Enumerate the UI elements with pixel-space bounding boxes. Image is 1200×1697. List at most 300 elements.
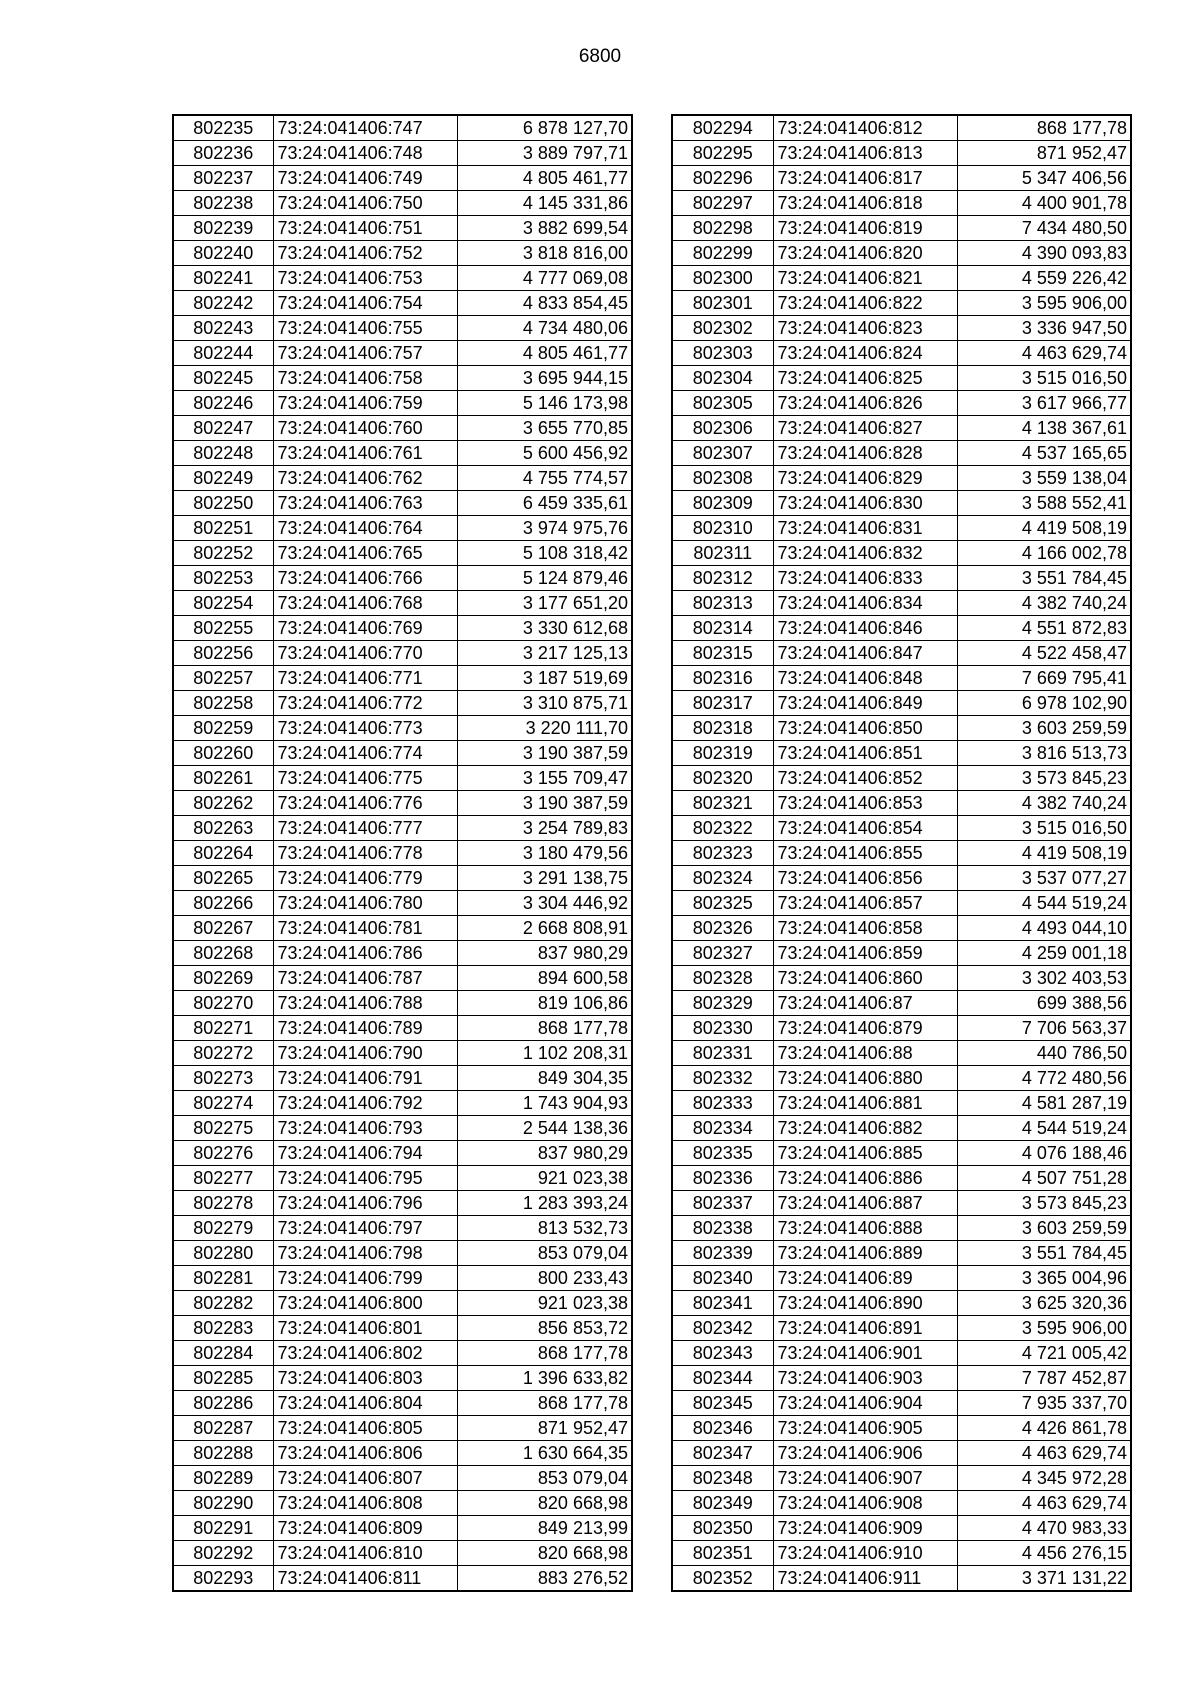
cadastral-number-cell: 73:24:041406:811 [273, 1566, 457, 1592]
row-number-cell: 802315 [672, 641, 773, 666]
cadastral-value-cell: 4 138 367,61 [957, 416, 1131, 441]
table-row [173, 841, 632, 866]
cadastral-value-cell: 7 434 480,50 [957, 216, 1131, 241]
table-row [672, 1416, 1131, 1441]
cadastral-number-cell: 73:24:041406:758 [273, 366, 457, 391]
cadastral-number-cell: 73:24:041406:806 [273, 1441, 457, 1466]
row-number-cell: 802269 [173, 966, 273, 991]
cadastral-value-cell: 3 220 111,70 [457, 716, 632, 741]
cadastral-value-cell: 3 371 131,22 [957, 1566, 1131, 1592]
row-number-cell: 802346 [672, 1416, 773, 1441]
table-row [173, 566, 632, 591]
table-row [672, 816, 1131, 841]
row-number-cell: 802332 [672, 1066, 773, 1091]
table-row [173, 516, 632, 541]
table-row [173, 1341, 632, 1366]
row-number-cell: 802271 [173, 1016, 273, 1041]
table-row [173, 716, 632, 741]
row-number-cell: 802318 [672, 716, 773, 741]
cadastral-value-cell: 820 668,98 [457, 1541, 632, 1566]
cadastral-number-cell: 73:24:041406:887 [773, 1191, 957, 1216]
table-row [672, 866, 1131, 891]
table-row [672, 316, 1131, 341]
cadastral-value-cell: 4 426 861,78 [957, 1416, 1131, 1441]
cadastral-number-cell: 73:24:041406:911 [773, 1566, 957, 1592]
row-number-cell: 802243 [173, 316, 273, 341]
cadastral-value-cell: 6 978 102,90 [957, 691, 1131, 716]
table-row [672, 191, 1131, 216]
cadastral-number-cell: 73:24:041406:879 [773, 1016, 957, 1041]
cadastral-number-cell: 73:24:041406:812 [773, 115, 957, 141]
row-number-cell: 802248 [173, 441, 273, 466]
table-row [173, 491, 632, 516]
cadastral-number-cell: 73:24:041406:772 [273, 691, 457, 716]
row-number-cell: 802310 [672, 516, 773, 541]
cadastral-number-cell: 73:24:041406:747 [273, 115, 457, 141]
cadastral-number-cell: 73:24:041406:820 [773, 241, 957, 266]
cadastral-number-cell: 73:24:041406:819 [773, 216, 957, 241]
row-number-cell: 802341 [672, 1291, 773, 1316]
cadastral-value-cell: 871 952,47 [457, 1416, 632, 1441]
row-number-cell: 802338 [672, 1216, 773, 1241]
row-number-cell: 802333 [672, 1091, 773, 1116]
row-number-cell: 802267 [173, 916, 273, 941]
table-row [672, 115, 1131, 141]
table-row [173, 1091, 632, 1116]
row-number-cell: 802274 [173, 1091, 273, 1116]
table-row [672, 541, 1131, 566]
row-number-cell: 802352 [672, 1566, 773, 1592]
cadastral-value-cell: 3 595 906,00 [957, 291, 1131, 316]
table-row [672, 766, 1131, 791]
cadastral-value-cell: 3 537 077,27 [957, 866, 1131, 891]
cadastral-value-cell: 3 336 947,50 [957, 316, 1131, 341]
table-row [173, 891, 632, 916]
table-row [672, 1516, 1131, 1541]
table-row [672, 841, 1131, 866]
row-number-cell: 802258 [173, 691, 273, 716]
cadastral-number-cell: 73:24:041406:771 [273, 666, 457, 691]
cadastral-value-cell: 3 816 513,73 [957, 741, 1131, 766]
cadastral-value-cell: 3 291 138,75 [457, 866, 632, 891]
row-number-cell: 802347 [672, 1441, 773, 1466]
cadastral-value-cell: 3 603 259,59 [957, 716, 1131, 741]
cadastral-number-cell: 73:24:041406:829 [773, 466, 957, 491]
table-row [672, 1066, 1131, 1091]
table-row [672, 416, 1131, 441]
cadastral-number-cell: 73:24:041406:888 [773, 1216, 957, 1241]
cadastral-number-cell: 73:24:041406:890 [773, 1291, 957, 1316]
row-number-cell: 802253 [173, 566, 273, 591]
cadastral-value-cell: 3 304 446,92 [457, 891, 632, 916]
table-row [672, 1016, 1131, 1041]
row-number-cell: 802246 [173, 391, 273, 416]
cadastral-value-cell: 4 551 872,83 [957, 616, 1131, 641]
table-row [173, 191, 632, 216]
row-number-cell: 802322 [672, 816, 773, 841]
cadastral-number-cell: 73:24:041406:774 [273, 741, 457, 766]
cadastral-value-table-left [172, 114, 633, 1592]
cadastral-number-cell: 73:24:041406:853 [773, 791, 957, 816]
table-row [173, 216, 632, 241]
cadastral-number-cell: 73:24:041406:905 [773, 1416, 957, 1441]
row-number-cell: 802293 [173, 1566, 273, 1592]
cadastral-value-cell: 3 217 125,13 [457, 641, 632, 666]
cadastral-number-cell: 73:24:041406:801 [273, 1316, 457, 1341]
table-row [672, 291, 1131, 316]
cadastral-number-cell: 73:24:041406:891 [773, 1316, 957, 1341]
row-number-cell: 802299 [672, 241, 773, 266]
cadastral-value-cell: 4 805 461,77 [457, 166, 632, 191]
table-row [173, 1366, 632, 1391]
row-number-cell: 802300 [672, 266, 773, 291]
row-number-cell: 802326 [672, 916, 773, 941]
row-number-cell: 802303 [672, 341, 773, 366]
table-row [173, 966, 632, 991]
cadastral-value-cell: 3 515 016,50 [957, 366, 1131, 391]
cadastral-number-cell: 73:24:041406:787 [273, 966, 457, 991]
table-row [672, 741, 1131, 766]
row-number-cell: 802256 [173, 641, 273, 666]
cadastral-number-cell: 73:24:041406:846 [773, 616, 957, 641]
table-row [672, 1541, 1131, 1566]
cadastral-number-cell: 73:24:041406:825 [773, 366, 957, 391]
cadastral-value-cell: 921 023,38 [457, 1291, 632, 1316]
cadastral-value-cell: 3 551 784,45 [957, 566, 1131, 591]
cadastral-value-cell: 3 695 944,15 [457, 366, 632, 391]
row-number-cell: 802265 [173, 866, 273, 891]
cadastral-number-cell: 73:24:041406:823 [773, 316, 957, 341]
table-row [672, 466, 1131, 491]
table-row [173, 141, 632, 166]
cadastral-value-cell: 4 400 901,78 [957, 191, 1131, 216]
cadastral-number-cell: 73:24:041406:796 [273, 1191, 457, 1216]
cadastral-number-cell: 73:24:041406:907 [773, 1466, 957, 1491]
table-row [672, 616, 1131, 641]
cadastral-number-cell: 73:24:041406:89 [773, 1266, 957, 1291]
row-number-cell: 802272 [173, 1041, 273, 1066]
cadastral-value-cell: 7 935 337,70 [957, 1391, 1131, 1416]
cadastral-number-cell: 73:24:041406:855 [773, 841, 957, 866]
cadastral-number-cell: 73:24:041406:807 [273, 1466, 457, 1491]
cadastral-value-cell: 4 559 226,42 [957, 266, 1131, 291]
row-number-cell: 802290 [173, 1491, 273, 1516]
cadastral-value-cell: 813 532,73 [457, 1216, 632, 1241]
table-row [672, 591, 1131, 616]
cadastral-number-cell: 73:24:041406:817 [773, 166, 957, 191]
cadastral-value-cell: 3 889 797,71 [457, 141, 632, 166]
cadastral-value-cell: 868 177,78 [457, 1391, 632, 1416]
cadastral-value-cell: 1 102 208,31 [457, 1041, 632, 1066]
row-number-cell: 802282 [173, 1291, 273, 1316]
cadastral-value-cell: 2 668 808,91 [457, 916, 632, 941]
table-row [672, 1441, 1131, 1466]
cadastral-value-cell: 4 382 740,24 [957, 591, 1131, 616]
row-number-cell: 802268 [173, 941, 273, 966]
row-number-cell: 802317 [672, 691, 773, 716]
row-number-cell: 802236 [173, 141, 273, 166]
row-number-cell: 802336 [672, 1166, 773, 1191]
row-number-cell: 802334 [672, 1116, 773, 1141]
cadastral-value-cell: 921 023,38 [457, 1166, 632, 1191]
cadastral-value-cell: 4 755 774,57 [457, 466, 632, 491]
cadastral-number-cell: 73:24:041406:800 [273, 1291, 457, 1316]
cadastral-value-cell: 3 603 259,59 [957, 1216, 1131, 1241]
cadastral-number-cell: 73:24:041406:759 [273, 391, 457, 416]
cadastral-value-cell: 4 463 629,74 [957, 1491, 1131, 1516]
cadastral-number-cell: 73:24:041406:790 [273, 1041, 457, 1066]
row-number-cell: 802330 [672, 1016, 773, 1041]
cadastral-number-cell: 73:24:041406:753 [273, 266, 457, 291]
row-number-cell: 802314 [672, 616, 773, 641]
cadastral-number-cell: 73:24:041406:754 [273, 291, 457, 316]
row-number-cell: 802281 [173, 1266, 273, 1291]
cadastral-number-cell: 73:24:041406:859 [773, 941, 957, 966]
row-number-cell: 802313 [672, 591, 773, 616]
table-row [672, 441, 1131, 466]
cadastral-number-cell: 73:24:041406:860 [773, 966, 957, 991]
row-number-cell: 802252 [173, 541, 273, 566]
table-row [672, 666, 1131, 691]
row-number-cell: 802288 [173, 1441, 273, 1466]
cadastral-number-cell: 73:24:041406:822 [773, 291, 957, 316]
cadastral-value-cell: 3 187 519,69 [457, 666, 632, 691]
table-row [173, 541, 632, 566]
table-row [672, 566, 1131, 591]
cadastral-number-cell: 73:24:041406:828 [773, 441, 957, 466]
cadastral-number-cell: 73:24:041406:770 [273, 641, 457, 666]
table-row [672, 391, 1131, 416]
row-number-cell: 802312 [672, 566, 773, 591]
cadastral-number-cell: 73:24:041406:882 [773, 1116, 957, 1141]
cadastral-number-cell: 73:24:041406:755 [273, 316, 457, 341]
row-number-cell: 802289 [173, 1466, 273, 1491]
cadastral-number-cell: 73:24:041406:832 [773, 541, 957, 566]
table-row [173, 1041, 632, 1066]
table-row [672, 1291, 1131, 1316]
table-row [173, 1141, 632, 1166]
cadastral-number-cell: 73:24:041406:852 [773, 766, 957, 791]
row-number-cell: 802284 [173, 1341, 273, 1366]
cadastral-number-cell: 73:24:041406:889 [773, 1241, 957, 1266]
table-row [173, 1116, 632, 1141]
row-number-cell: 802309 [672, 491, 773, 516]
cadastral-value-cell: 7 787 452,87 [957, 1366, 1131, 1391]
row-number-cell: 802294 [672, 115, 773, 141]
cadastral-number-cell: 73:24:041406:904 [773, 1391, 957, 1416]
cadastral-number-cell: 73:24:041406:795 [273, 1166, 457, 1191]
row-number-cell: 802242 [173, 291, 273, 316]
row-number-cell: 802335 [672, 1141, 773, 1166]
table-row [672, 1216, 1131, 1241]
cadastral-value-cell: 819 106,86 [457, 991, 632, 1016]
row-number-cell: 802351 [672, 1541, 773, 1566]
table-row [173, 1291, 632, 1316]
row-number-cell: 802349 [672, 1491, 773, 1516]
cadastral-value-cell: 5 146 173,98 [457, 391, 632, 416]
cadastral-value-cell: 837 980,29 [457, 941, 632, 966]
cadastral-value-cell: 4 507 751,28 [957, 1166, 1131, 1191]
table-row [672, 1491, 1131, 1516]
row-number-cell: 802308 [672, 466, 773, 491]
table-row [173, 1016, 632, 1041]
cadastral-number-cell: 73:24:041406:854 [773, 816, 957, 841]
table-row [173, 991, 632, 1016]
cadastral-number-cell: 73:24:041406:849 [773, 691, 957, 716]
table-row [672, 491, 1131, 516]
cadastral-value-cell: 3 818 816,00 [457, 241, 632, 266]
row-number-cell: 802302 [672, 316, 773, 341]
table-row [173, 1441, 632, 1466]
cadastral-value-cell: 4 382 740,24 [957, 791, 1131, 816]
table-row [672, 1316, 1131, 1341]
cadastral-value-cell: 4 259 001,18 [957, 941, 1131, 966]
table-row [672, 916, 1131, 941]
cadastral-number-cell: 73:24:041406:769 [273, 616, 457, 641]
row-number-cell: 802323 [672, 841, 773, 866]
cadastral-value-cell: 3 974 975,76 [457, 516, 632, 541]
row-number-cell: 802324 [672, 866, 773, 891]
table-row [173, 115, 632, 141]
cadastral-value-cell: 3 882 699,54 [457, 216, 632, 241]
row-number-cell: 802285 [173, 1366, 273, 1391]
cadastral-value-cell: 871 952,47 [957, 141, 1131, 166]
cadastral-value-cell: 4 166 002,78 [957, 541, 1131, 566]
row-number-cell: 802280 [173, 1241, 273, 1266]
cadastral-value-cell: 699 388,56 [957, 991, 1131, 1016]
cadastral-number-cell: 73:24:041406:757 [273, 341, 457, 366]
cadastral-value-cell: 3 625 320,36 [957, 1291, 1131, 1316]
cadastral-number-cell: 73:24:041406:909 [773, 1516, 957, 1541]
cadastral-number-cell: 73:24:041406:808 [273, 1491, 457, 1516]
cadastral-number-cell: 73:24:041406:765 [273, 541, 457, 566]
table-row [672, 966, 1131, 991]
table-row [173, 1541, 632, 1566]
cadastral-value-cell: 4 419 508,19 [957, 841, 1131, 866]
cadastral-value-cell: 4 772 480,56 [957, 1066, 1131, 1091]
table-row [173, 616, 632, 641]
cadastral-value-cell: 5 124 879,46 [457, 566, 632, 591]
cadastral-value-cell: 4 456 276,15 [957, 1541, 1131, 1566]
row-number-cell: 802261 [173, 766, 273, 791]
table-row [173, 666, 632, 691]
cadastral-value-cell: 3 180 479,56 [457, 841, 632, 866]
table-row [672, 341, 1131, 366]
cadastral-number-cell: 73:24:041406:827 [773, 416, 957, 441]
cadastral-value-cell: 3 310 875,71 [457, 691, 632, 716]
table-row [672, 716, 1131, 741]
table-row [672, 1166, 1131, 1191]
table-row [173, 816, 632, 841]
cadastral-value-cell: 3 155 709,47 [457, 766, 632, 791]
cadastral-value-cell: 4 463 629,74 [957, 341, 1131, 366]
table-row [173, 1516, 632, 1541]
cadastral-number-cell: 73:24:041406:766 [273, 566, 457, 591]
cadastral-value-cell: 3 551 784,45 [957, 1241, 1131, 1266]
row-number-cell: 802321 [672, 791, 773, 816]
cadastral-number-cell: 73:24:041406:857 [773, 891, 957, 916]
row-number-cell: 802244 [173, 341, 273, 366]
cadastral-value-cell: 3 655 770,85 [457, 416, 632, 441]
cadastral-value-cell: 4 493 044,10 [957, 916, 1131, 941]
cadastral-number-cell: 73:24:041406:850 [773, 716, 957, 741]
cadastral-value-cell: 3 515 016,50 [957, 816, 1131, 841]
table-row [672, 266, 1131, 291]
cadastral-number-cell: 73:24:041406:833 [773, 566, 957, 591]
cadastral-value-cell: 1 396 633,82 [457, 1366, 632, 1391]
table-row [173, 1241, 632, 1266]
row-number-cell: 802279 [173, 1216, 273, 1241]
table-row [173, 641, 632, 666]
table-row [173, 1216, 632, 1241]
row-number-cell: 802251 [173, 516, 273, 541]
row-number-cell: 802257 [173, 666, 273, 691]
cadastral-value-cell: 7 669 795,41 [957, 666, 1131, 691]
cadastral-number-cell: 73:24:041406:851 [773, 741, 957, 766]
cadastral-number-cell: 73:24:041406:768 [273, 591, 457, 616]
cadastral-number-cell: 73:24:041406:776 [273, 791, 457, 816]
page-number: 6800 [578, 46, 622, 67]
row-number-cell: 802254 [173, 591, 273, 616]
row-number-cell: 802316 [672, 666, 773, 691]
cadastral-value-cell: 3 573 845,23 [957, 1191, 1131, 1216]
cadastral-number-cell: 73:24:041406:762 [273, 466, 457, 491]
table-row [173, 766, 632, 791]
cadastral-number-cell: 73:24:041406:847 [773, 641, 957, 666]
row-number-cell: 802344 [672, 1366, 773, 1391]
table-row [173, 166, 632, 191]
row-number-cell: 802240 [173, 241, 273, 266]
cadastral-value-cell: 5 347 406,56 [957, 166, 1131, 191]
row-number-cell: 802348 [672, 1466, 773, 1491]
cadastral-number-cell: 73:24:041406:885 [773, 1141, 957, 1166]
cadastral-number-cell: 73:24:041406:804 [273, 1391, 457, 1416]
row-number-cell: 802275 [173, 1116, 273, 1141]
cadastral-number-cell: 73:24:041406:799 [273, 1266, 457, 1291]
table-row [173, 1391, 632, 1416]
table-row [173, 941, 632, 966]
cadastral-number-cell: 73:24:041406:788 [273, 991, 457, 1016]
cadastral-value-cell: 3 365 004,96 [957, 1266, 1131, 1291]
table-row [173, 416, 632, 441]
table-row [173, 291, 632, 316]
table-row [672, 166, 1131, 191]
cadastral-value-cell: 849 213,99 [457, 1516, 632, 1541]
row-number-cell: 802239 [173, 216, 273, 241]
table-row [173, 341, 632, 366]
row-number-cell: 802342 [672, 1316, 773, 1341]
cadastral-number-cell: 73:24:041406:802 [273, 1341, 457, 1366]
cadastral-value-cell: 4 544 519,24 [957, 1116, 1131, 1141]
cadastral-value-cell: 5 600 456,92 [457, 441, 632, 466]
row-number-cell: 802327 [672, 941, 773, 966]
cadastral-number-cell: 73:24:041406:903 [773, 1366, 957, 1391]
table-row [173, 916, 632, 941]
table-row [672, 1266, 1131, 1291]
table-row [672, 641, 1131, 666]
row-number-cell: 802350 [672, 1516, 773, 1541]
row-number-cell: 802250 [173, 491, 273, 516]
row-number-cell: 802262 [173, 791, 273, 816]
cadastral-number-cell: 73:24:041406:749 [273, 166, 457, 191]
row-number-cell: 802296 [672, 166, 773, 191]
row-number-cell: 802340 [672, 1266, 773, 1291]
cadastral-value-cell: 2 544 138,36 [457, 1116, 632, 1141]
cadastral-value-cell: 3 190 387,59 [457, 791, 632, 816]
cadastral-value-cell: 6 878 127,70 [457, 115, 632, 141]
row-number-cell: 802245 [173, 366, 273, 391]
row-number-cell: 802298 [672, 216, 773, 241]
